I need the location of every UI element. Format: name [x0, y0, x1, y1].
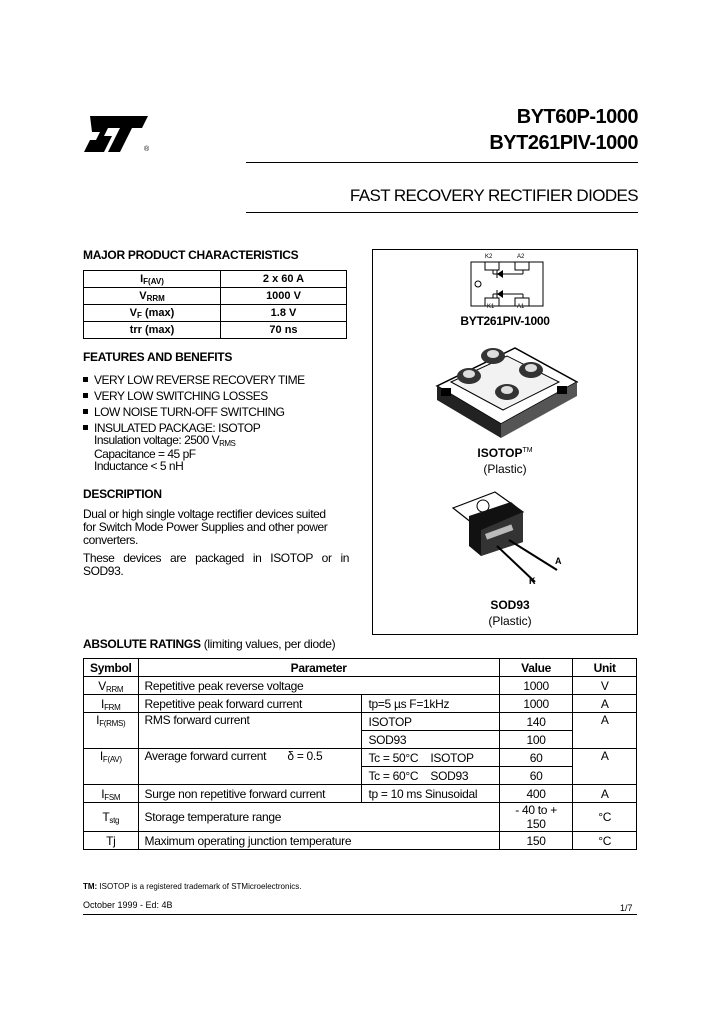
table-row: $V_F$ (max) 1.8 V — [84, 305, 347, 322]
table-row: SOD93 100 — [84, 731, 637, 749]
table-row: $I_{F(AV)}$ Average forward current δ = 0.5 Tc = 50°C ISOTOP 60 A — [84, 749, 637, 767]
title-line-2: BYT261PIV-1000 — [489, 132, 638, 154]
sod93-pin-a-label: A — [555, 556, 562, 566]
page-number: 1/7 — [620, 903, 633, 913]
footer-rule — [83, 914, 637, 915]
header-rule — [246, 162, 638, 163]
trademark-mark: TM — [522, 447, 533, 454]
list-item: VERY LOW REVERSE RECOVERY TIME — [83, 372, 305, 388]
pin-k1-label: K1 — [487, 304, 495, 310]
bullet-icon — [83, 409, 88, 414]
pin-k2-label: K2 — [485, 254, 493, 260]
bullet-icon — [83, 425, 88, 430]
table-row: Tj Maximum operating junction temperature 150 °C — [84, 832, 637, 850]
table-row: trr (max) 70 ns — [84, 322, 347, 339]
bullet-icon — [83, 393, 88, 398]
subtitle-rule — [246, 212, 638, 213]
table-header-row: Symbol Parameter Value Unit — [84, 659, 637, 677]
title-line-1: BYT60P-1000 — [516, 106, 638, 128]
major-table — [83, 270, 347, 339]
sod93-package-image — [449, 490, 569, 590]
table-row: $I_{F(RMS)}$ RMS forward current ISOTOP 140 A — [84, 713, 637, 731]
sod93-label: SOD93 — [490, 598, 530, 612]
major-heading: MAJOR PRODUCT CHARACTERISTICS — [83, 248, 299, 262]
page-subtitle: FAST RECOVERY RECTIFIER DIODES — [349, 186, 638, 205]
table-row: $I_{F(AV)}$ 2 x 60 A — [84, 271, 347, 288]
features-list — [83, 372, 305, 472]
table-row: $I_{FRM}$ Repetitive peak forward current tp=5 µs F=1kHz 1000 A — [84, 695, 637, 713]
table-row: $V_{RRM}$ Repetitive peak reverse voltage 1000 V — [84, 677, 637, 695]
table-row: $T_{stg}$ Storage temperature range - 40 to + 150 °C — [84, 803, 637, 832]
registered-mark: ® — [144, 146, 150, 153]
ratings-table — [83, 658, 637, 850]
isotop-label: ISOTOP™ — [477, 446, 533, 460]
isotop-material: (Plastic) — [483, 462, 527, 476]
pin-a2-label: A2 — [517, 254, 525, 260]
bullet-icon — [83, 377, 88, 382]
edition-date: October 1999 - Ed: 4B — [83, 900, 173, 910]
sod93-material: (Plastic) — [488, 614, 532, 628]
trademark-note: TM: ISOTOP is a registered trademark of STMicroelectronics. — [83, 882, 302, 891]
ratings-heading: ABSOLUTE RATINGS (limiting values, per diode) — [83, 637, 336, 651]
description-text: Dual or high single voltage rectifier devices suited for Switch Mode Power Supplies and other power converters. These devices are packaged in ISOTOP or in SOD93. — [83, 507, 349, 578]
pin-a1-label: A1 — [517, 304, 525, 310]
package-box — [372, 249, 638, 635]
description-heading: DESCRIPTION — [83, 487, 162, 501]
list-item: LOW NOISE TURN-OFF SWITCHING — [83, 404, 305, 420]
schematic-diagram — [469, 254, 545, 310]
sod93-pin-k-label: K — [529, 576, 536, 586]
st-logo — [82, 108, 156, 156]
list-item: VERY LOW SWITCHING LOSSES — [83, 388, 305, 404]
list-item: INSULATED PACKAGE: ISOTOP Insulation voltage: 2500 $V_{RMS}$ Capacitance = 45 pF Inductance < 5 nH — [83, 420, 305, 472]
isotop-package-image — [431, 342, 579, 442]
features-heading: FEATURES AND BENEFITS — [83, 350, 233, 364]
schematic-label: BYT261PIV-1000 — [460, 314, 550, 328]
table-row: $V_{RRM}$ 1000 V — [84, 288, 347, 305]
table-row: $I_{FSM}$ Surge non repetitive forward current tp = 10 ms Sinusoidal 400 A — [84, 785, 637, 803]
table-row: Tc = 60°C SOD93 60 — [84, 767, 637, 785]
